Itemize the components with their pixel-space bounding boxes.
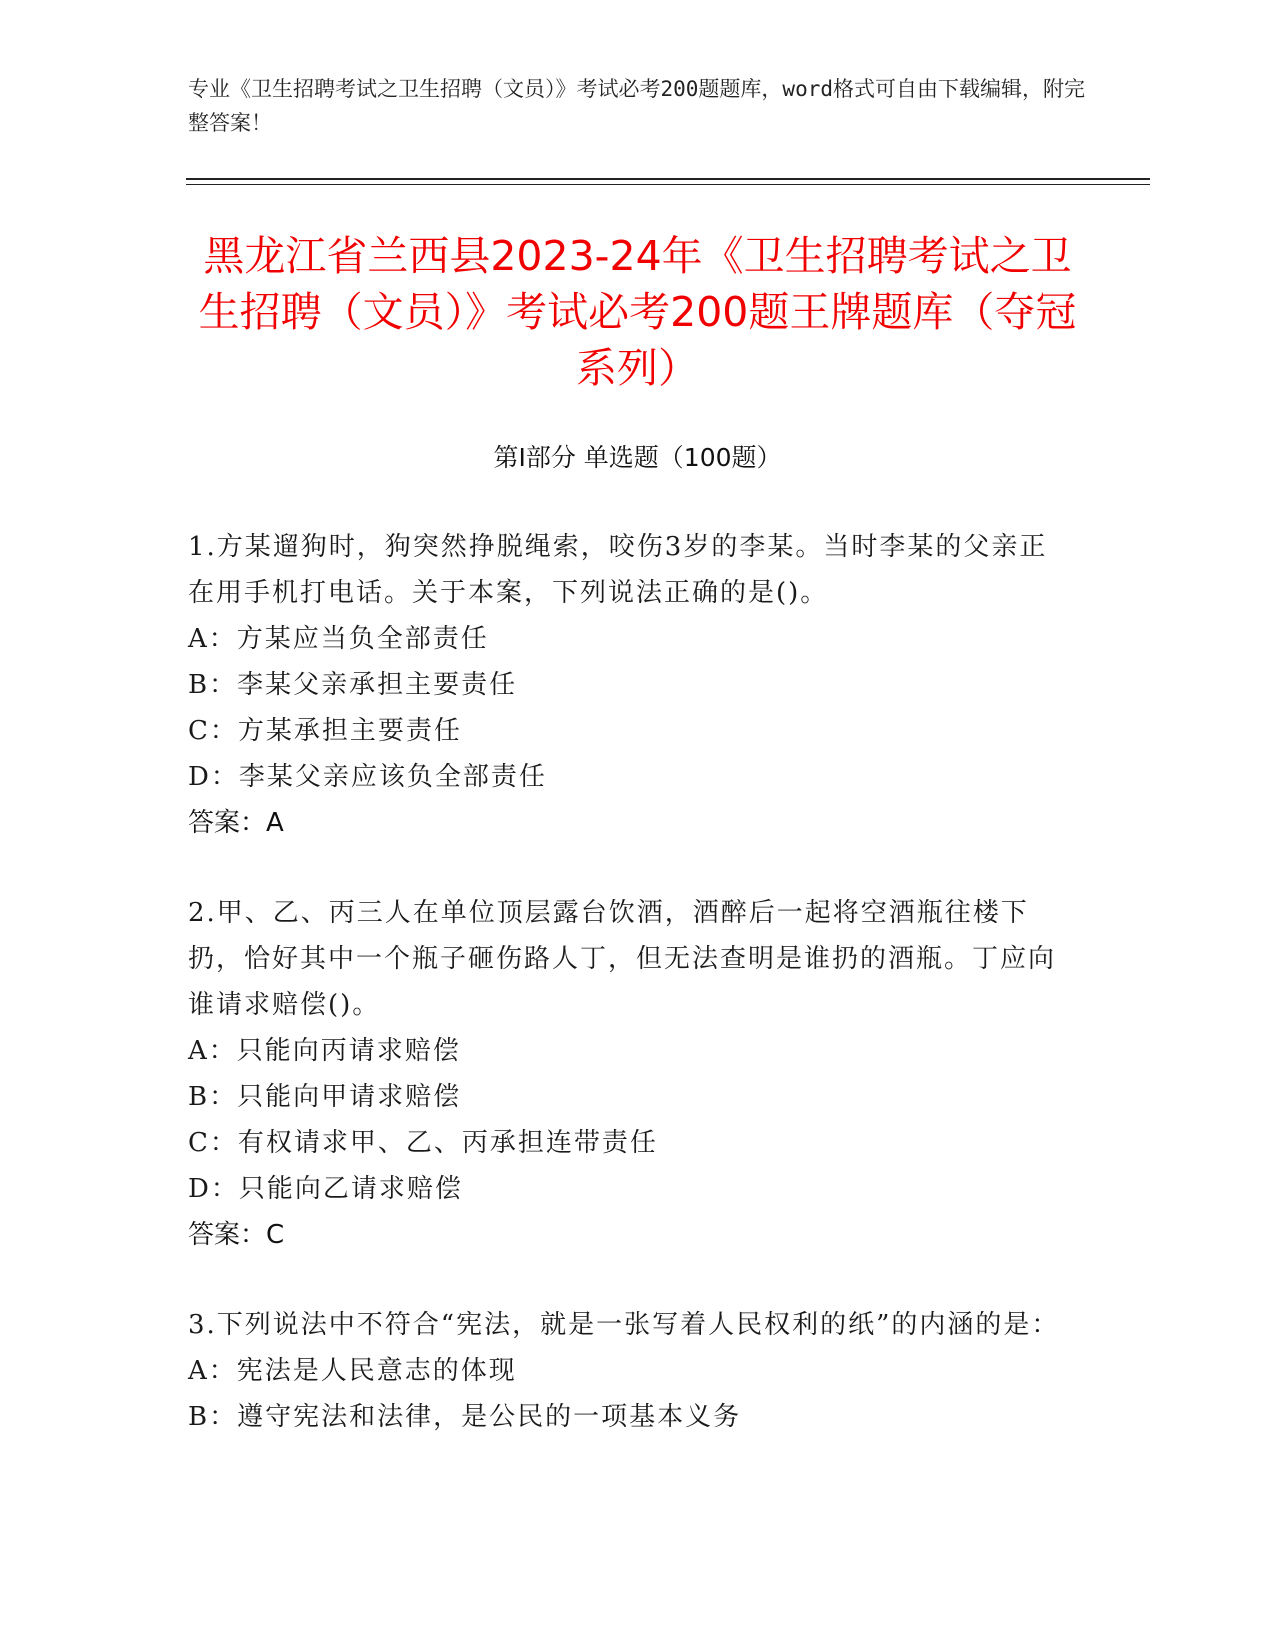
option-b: B：李某父亲承担主要责任	[188, 670, 518, 700]
header-rule-thin	[186, 184, 1150, 185]
question-stem: 2.甲、乙、丙三人在单位顶层露台饮酒，酒醉后一起将空酒瓶往楼下扔，恰好其中一个瓶子砸伤路人丁，但无法查明是谁扔的酒瓶。丁应向谁请求赔偿()。	[188, 898, 1057, 1020]
option-c: C：有权请求甲、乙、丙承担连带责任	[188, 1128, 658, 1158]
question-3	[188, 1302, 1068, 1440]
section-title: 第Ⅰ部分 单选题（100题）	[493, 443, 782, 472]
option-d: D：李某父亲应该负全部责任	[188, 762, 547, 792]
option-a: A：宪法是人民意志的体现	[188, 1356, 517, 1386]
question-stem: 3.下列说法中不符合“宪法，就是一张写着人民权利的纸”的内涵的是：	[188, 1310, 1060, 1340]
option-a: A：只能向丙请求赔偿	[188, 1036, 461, 1066]
question-1	[188, 524, 1068, 846]
answer: 答案：C	[188, 1220, 285, 1250]
option-c: C：方某承担主要责任	[188, 716, 462, 746]
header-note: 专业《卫生招聘考试之卫生招聘（文员）》考试必考200题题库，word格式可自由下载编辑，附完整答案！	[188, 77, 1085, 135]
option-b: B：遵守宪法和法律，是公民的一项基本义务	[188, 1402, 742, 1432]
option-a: A：方某应当负全部责任	[188, 624, 489, 654]
question-2	[188, 890, 1068, 1258]
question-list	[188, 524, 1068, 1484]
option-b: B：只能向甲请求赔偿	[188, 1082, 462, 1112]
header-rule-thick	[186, 178, 1150, 180]
document-title: 黑龙江省兰西县2023-24年《卫生招聘考试之卫生招聘（文员）》考试必考200题王牌题库（夺冠系列）	[198, 232, 1077, 392]
option-d: D：只能向乙请求赔偿	[188, 1174, 463, 1204]
answer: 答案：A	[188, 808, 284, 838]
question-stem: 1.方某遛狗时，狗突然挣脱绳索，咬伤3岁的李某。当时李某的父亲正在用手机打电话。关于本案，下列说法正确的是()。	[188, 532, 1048, 608]
